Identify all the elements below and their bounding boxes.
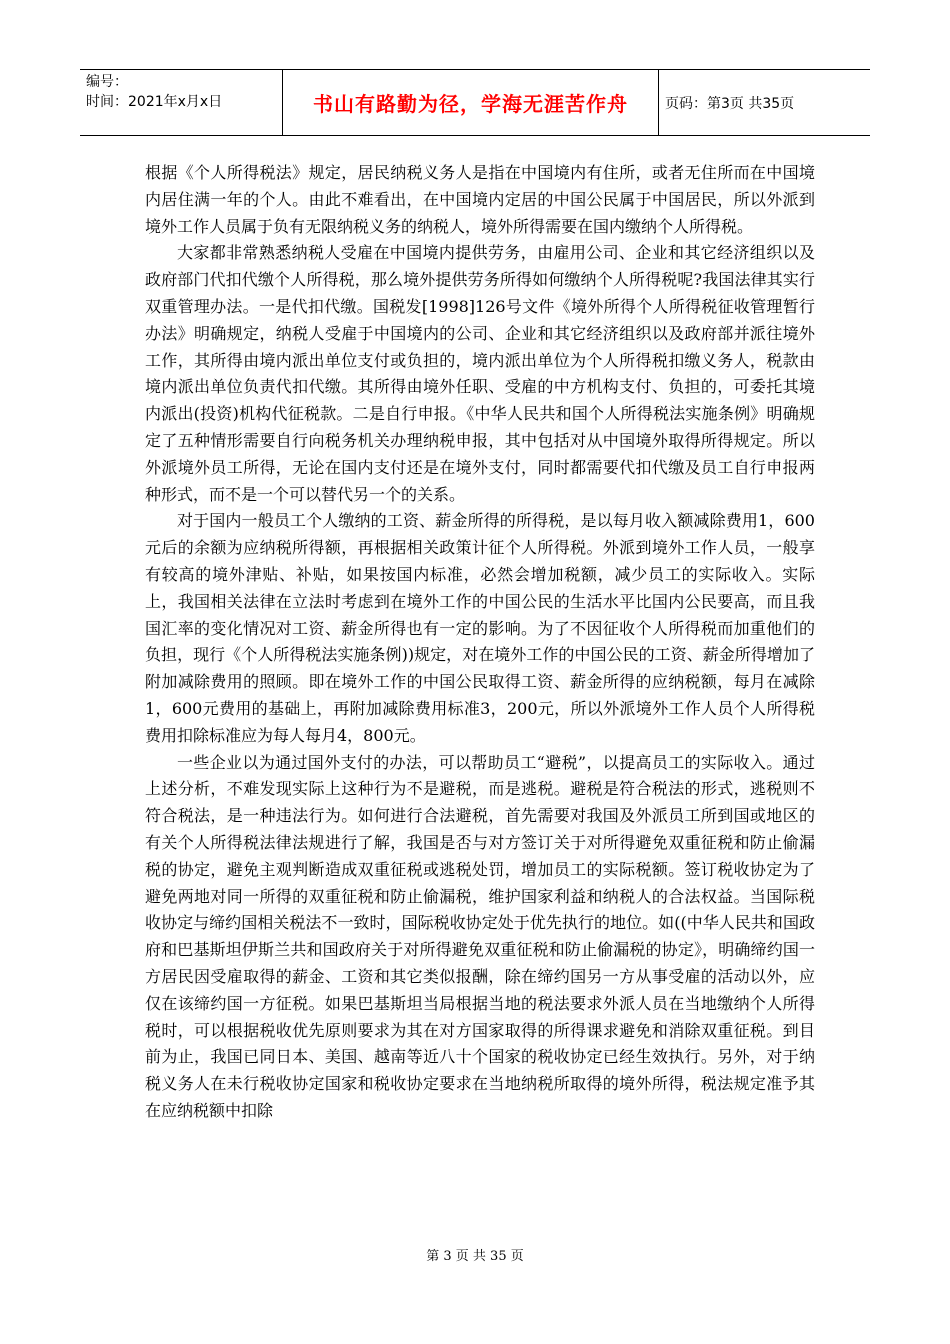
page-footer: 第 3 页 共 35 页	[426, 1249, 524, 1264]
paragraph: 一些企业以为通过国外支付的办法，可以帮助员工“避税”，以提高员工的实际收入。通过上述分析，不难发现实际上这种行为不是避税，而是逃税。避税是符合税法的形式，逃税则不符合税法，是一种违法行为。如何进行合法避税，首先需要对我国及外派员工所到国或地区的有关个人所得税法律法规进行了解，我国是否与对方签订关于对所得避免双重征税和防止偷漏税的协定，避免主观判断造成双重征税或逃税处罚，增加员工的实际税额。签订税收协定为了避免两地对同一所得的双重征税和防止偷漏税，维护国家利益和纳税人的合法权益。当国际税收协定与缔约国相关税法不一致时，国际税收协定处于优先执行的地位。如((中华人民共和国政府和巴基斯坦伊斯兰共和国政府关于对所得避免双重征税和防止偷漏税的协定》，明确缔约国一方居民因受雇取得的薪金、工资和其它类似报酬，除在缔约国另一方从事受雇的活动以外，应仅在该缔约国一方征税。如果巴基斯坦当局根据当地的税法要求外派人员在当地缴纳个人所得税时，可以根据税收优先原则要求为其在对方国家取得的所得课求避免和消除双重征税。到目前为止，我国已同日本、美国、越南等近八十个国家的税收协定已经生效执行。另外，对于纳税义务人在未行税收协定国家和税收协定要求在当地纳税所取得的境外所得，税法规定准予其在应纳税额中扣除	[145, 752, 815, 1120]
paragraph: 大家都非常熟悉纳税人受雇在中国境内提供劳务，由雇用公司、企业和其它经济组织以及政府部门代扣代缴个人所得税，那么境外提供劳务所得如何缴纳个人所得税呢?我国法律其实行双重管理办法。一是代扣代缴。国税发[1998]126号文件《境外所得个人所得税征收管理暂行办法》明确规定，纳税人受雇于中国境内的公司、企业和其它经济组织以及政府部并派往境外工作，其所得由境内派出单位支付或负担的，境内派出单位为个人所得税扣缴义务人，税款由境内派出单位负责代扣代缴。其所得由境外任职、受雇的中方机构支付、负担的，可委托其境内派出(投资)机构代征税款。二是自行申报。《中华人民共和国个人所得税法实施条例》明确规定了五种情形需要自行向税务机关办理纳税申报，其中包括对从中国境外取得所得规定。所以外派境外员工所得，无论在国内支付还是在境外支付，同时都需要代扣代缴及员工自行申报两种形式，而不是一个可以替代另一个的关系。	[145, 243, 815, 504]
header-meta	[80, 70, 283, 135]
page-header	[80, 69, 870, 136]
header-page-number: 页码：第3页 共35页	[665, 95, 795, 112]
document-number-label: 编号：	[86, 74, 128, 90]
document-body	[145, 160, 815, 1125]
paragraph: 根据《个人所得税法》规定，居民纳税义务人是指在中国境内有住所，或者无住所而在中国境内居住满一年的个人。由此不难看出，在中国境内定居的中国公民属于中国居民，所以外派到境外工作人员属于负有无限纳税义务的纳税人，境外所得需要在国内缴纳个人所得税。	[145, 163, 815, 236]
document-date-label: 时间：2021年x月x日	[86, 94, 223, 110]
header-motto: 书山有路勤为径，学海无涯苦作舟	[283, 70, 659, 135]
paragraph: 对于国内一般员工个人缴纳的工资、薪金所得的所得税，是以每月收入额减除费用1，600元后的余额为应纳税所得额，再根据相关政策计征个人所得税。外派到境外工作人员，一般享有较高的境外津贴、补贴，如果按国内标准，必然会增加税额，减少员工的实际收入。实际上，我国相关法律在立法时考虑到在境外工作的中国公民的生活水平比国内公民要高，而且我国汇率的变化情况对工资、薪金所得也有一定的影响。为了不因征收个人所得税而加重他们的负担，现行《个人所得税法实施条例))规定，对在境外工作的中国公民的工资、薪金所得增加了附加减除费用的照顾。即在境外工作的中国公民取得工资、薪金所得的应纳税额，每月在减除1，600元费用的基础上，再附加减除费用标准3，200元，所以外派境外工作人员个人所得税费用扣除标准应为每人每月4，800元。	[145, 511, 815, 745]
